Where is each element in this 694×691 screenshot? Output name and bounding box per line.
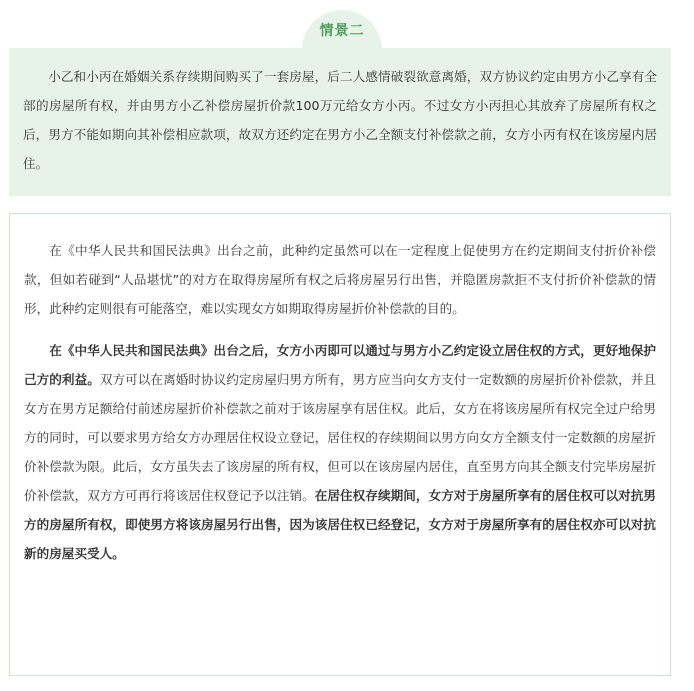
scenario-box bbox=[9, 48, 671, 196]
analysis-paragraph-after-code bbox=[24, 336, 656, 568]
scenario-title: 情景二 bbox=[319, 23, 365, 39]
analysis-bold-lead: 在《中华人民共和国民法典》出台之后，女方小丙即可以通过与男方小乙约定设立居住权的方式，更好地保护己方的利益。 bbox=[24, 343, 656, 387]
analysis-box bbox=[9, 213, 671, 676]
analysis-body-text: 双方可以在离婚时协议约定房屋归男方所有，男方应当向女方支付一定数额的房屋折价补偿款，并且女方在男方足额给付前述房屋折价补偿款之前对于该房屋享有居住权。此后，女方在将该房屋所有权完全过户给男方的同时，可以要求男方给女方办理居住权设立登记，居住权的存续期间以男方向女方全额支付一定数额的房屋折价补偿款为限。此后，女方虽失去了该房屋的所有权，但可以在该房屋内居住，直至男方向其全额支付完毕房屋折价补偿款，双方方可再行将该居住权登记予以注销。 bbox=[24, 372, 657, 503]
scenario-text: 小乙和小丙在婚姻关系存续期间购买了一套房屋，后二人感情破裂欲意离婚，双方协议约定由男方小乙享有全部的房屋所有权，并由男方小乙补偿房屋折价款100万元给女方小丙。不过女方小丙担心其放弃了房屋所有权之后，男方不能如期向其补偿相应款项，故双方还约定在男方小乙全额支付补偿款之前，女方小丙有权在该房屋内居住。 bbox=[23, 69, 657, 171]
analysis-paragraph-before-code: 在《中华人民共和国民法典》出台之前，此种约定虽然可以在一定程度上促使男方在约定期间支付折价补偿款，但如若碰到“人品堪忧”的对方在取得房屋所有权之后将房屋另行出售，并隐匿房款拒不支付折价补偿款的情形，此种约定则很有可能落空，难以实现女方如期取得房屋折价补偿款的目的。 bbox=[24, 243, 656, 316]
scenario-tab bbox=[302, 10, 382, 50]
analysis-bold-conclusion: 在居住权存续期间，女方对于房屋所享有的居住权可以对抗男方的房屋所有权，即使男方将该房屋另行出售，因为该居住权已经登记，女方对于房屋所享有的居住权亦可以对抗新的房屋买受人。 bbox=[24, 488, 657, 561]
